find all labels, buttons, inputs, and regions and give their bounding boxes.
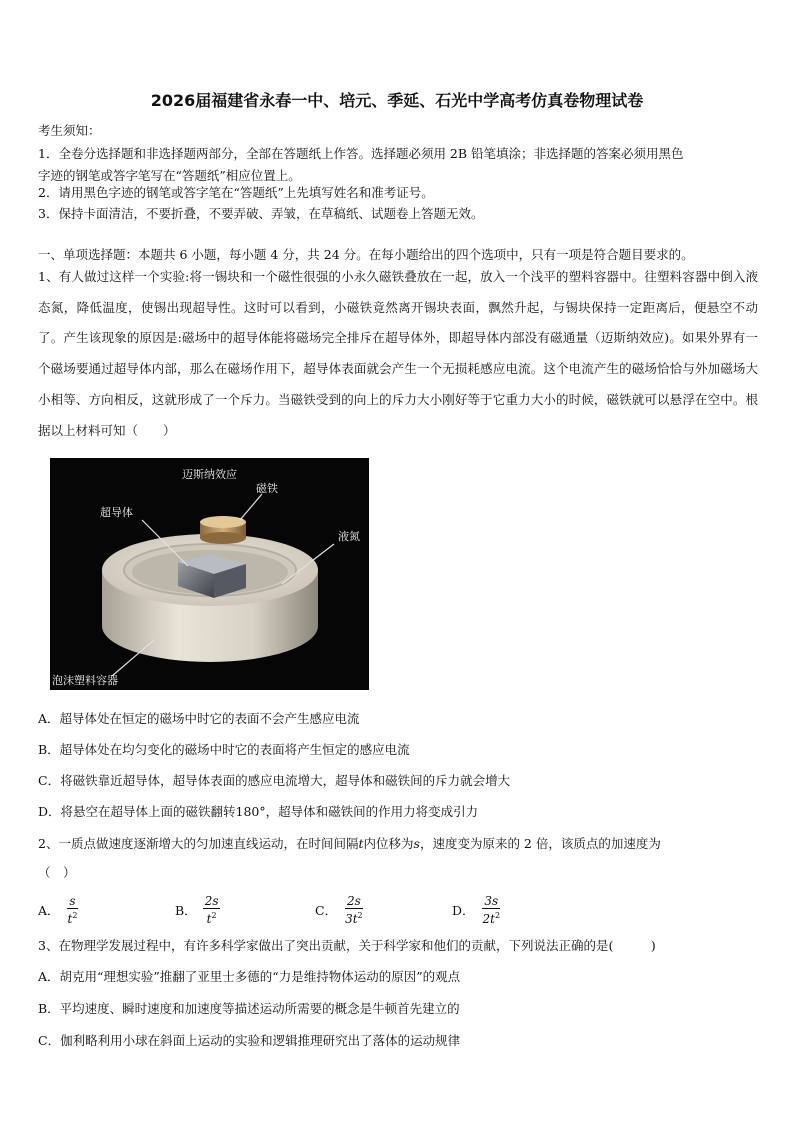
q2-option-d xyxy=(452,894,502,926)
section-heading: 一、单项选择题：本题共 6 小题，每小题 4 分，共 24 分。在每小题给出的四个选项中，只有一项是符合题目要求的。 xyxy=(38,247,694,262)
meissner-illustration xyxy=(50,458,369,690)
q2-stem-part-1: 2、一质点做速度逐渐增大的匀加速直线运动，在时间间隔 xyxy=(38,836,359,851)
q2-option-a-denominator xyxy=(66,909,80,926)
question-3-stem: 3、在物理学发展过程中，有许多科学家做出了突出贡献，关于科学家和他们的贡献，下列说法正确的是( ) xyxy=(38,938,656,953)
exam-title: 2026届福建省永春一中、培元、季延、石光中学高考仿真卷物理试卷 xyxy=(150,91,644,110)
q2-option-c xyxy=(315,894,365,926)
notice-item-3: 3．保持卡面清洁，不要折叠，不要弄破、弄皱，在草稿纸、试题卷上答题无效。 xyxy=(38,206,484,221)
q3-option-b: B．平均速度、瞬时速度和加速度等描述运动所需要的概念是牛顿首先建立的 xyxy=(38,1001,460,1016)
q1-option-d: D．将悬空在超导体上面的磁铁翻转180°，超导体和磁铁间的作用力将变成引力 xyxy=(38,804,479,819)
q2-stem-part-2: 内位移为 xyxy=(363,836,414,851)
q2-option-b-label: B． xyxy=(175,903,197,918)
question-1-stem: 1、有人做过这样一个实验:将一锡块和一个磁性很强的小永久磁铁叠放在一起，放入一个浅平的塑料容器中。往塑料容器中倒入液态氮，降低温度，使锡出现超导性。这时可以看到，小磁铁竟然离开锡块表面，飘然升起，与锡块保持一定距离后，便悬空不动了。产生该现象的原因是:磁场中的超导体能将磁场完全排斥在超导体外，即超导体内部没有磁通量（迈斯纳效应)。如果外界有一个磁场要通过超导体内部，那么在磁场作用下，超导体表面就会产生一个无损耗感应电流。这个电流产生的磁场恰恰与外加磁场大小相等、方向相反，这就形成了一个斥力。当磁铁受到的向上的斥力大小刚好等于它重力大小的时候，磁铁就可以悬浮在空中。根据以上材料可知（ ） xyxy=(38,269,758,438)
q2-option-d-denominator xyxy=(481,909,503,926)
q2-option-a-label: A． xyxy=(38,903,60,918)
q2-var-t: t xyxy=(358,836,364,851)
q2-option-c-numerator: 2s xyxy=(346,894,361,908)
q2-option-a-fraction xyxy=(66,894,80,926)
q2-stem-line-2: （ ） xyxy=(38,865,76,880)
q1-option-b: B．超导体处在均匀变化的磁场中时它的表面将产生恒定的感应电流 xyxy=(38,742,410,757)
meissner-effect-figure xyxy=(50,458,369,690)
figure-caption: 迈斯纳效应 xyxy=(182,468,237,481)
q2-option-c-exponent: 2 xyxy=(357,911,363,920)
q1-option-a: A．超导体处在恒定的磁场中时它的表面不会产生感应电流 xyxy=(38,711,360,726)
q2-option-b-fraction xyxy=(203,894,221,926)
question-2-stem xyxy=(38,834,661,852)
q2-option-c-label: C． xyxy=(315,903,338,918)
notice-item-2: 2．请用黑色字迹的钢笔或答字笔在“答题纸”上先填写姓名和准考证号。 xyxy=(38,185,434,200)
label-liquid-nitrogen: 液氮 xyxy=(338,530,360,543)
q2-option-a-numerator: s xyxy=(69,894,76,908)
q1-option-c: C．将磁铁靠近超导体，超导体表面的感应电流增大，超导体和磁铁间的斥力就会增大 xyxy=(38,773,511,788)
q2-option-d-den-base: 2t xyxy=(482,912,495,926)
label-magnet: 磁铁 xyxy=(256,482,278,495)
notice-heading: 考生须知： xyxy=(38,123,101,138)
label-superconductor: 超导体 xyxy=(100,506,133,519)
q2-stem-part-3: ，速度变为原来的 2 倍，该质点的加速度为 xyxy=(419,836,661,851)
q2-option-b xyxy=(175,894,220,926)
q2-option-b-denominator xyxy=(205,909,219,926)
q2-option-b-numerator: 2s xyxy=(204,894,219,908)
q2-option-a-den-base: t xyxy=(67,912,73,926)
notice-item-1-line-1: 1．全卷分选择题和非选择题两部分，全部在答题纸上作答。选择题必须用 2B 铅笔填涂；非选择题的答案必须用黑色 xyxy=(38,146,684,161)
q2-option-c-den-base: 3t xyxy=(345,912,358,926)
q2-option-d-numerator: 3s xyxy=(484,894,499,908)
q2-option-b-exponent: 2 xyxy=(211,911,217,920)
q3-option-a: A．胡克用“理想实验”推翻了亚里士多德的“力是维持物体运动的原因”的观点 xyxy=(38,969,461,984)
notice-item-1-line-2: 字迹的钢笔或答字笔写在“答题纸”相应位置上。 xyxy=(38,168,301,183)
q2-option-b-den-base: t xyxy=(206,912,212,926)
q3-option-c: C．伽利略利用小球在斜面上运动的实验和逻辑推理研究出了落体的运动规律 xyxy=(38,1033,461,1048)
q2-option-a xyxy=(38,894,79,926)
q2-option-d-label: D． xyxy=(452,903,475,918)
q2-var-s: s xyxy=(413,836,420,851)
q2-option-d-fraction xyxy=(481,894,503,926)
label-foam-container: 泡沫塑料容器 xyxy=(52,674,118,687)
q2-option-c-fraction xyxy=(343,894,365,926)
q2-option-c-denominator xyxy=(343,909,365,926)
q2-option-d-exponent: 2 xyxy=(495,911,501,920)
q2-option-a-exponent: 2 xyxy=(72,911,78,920)
